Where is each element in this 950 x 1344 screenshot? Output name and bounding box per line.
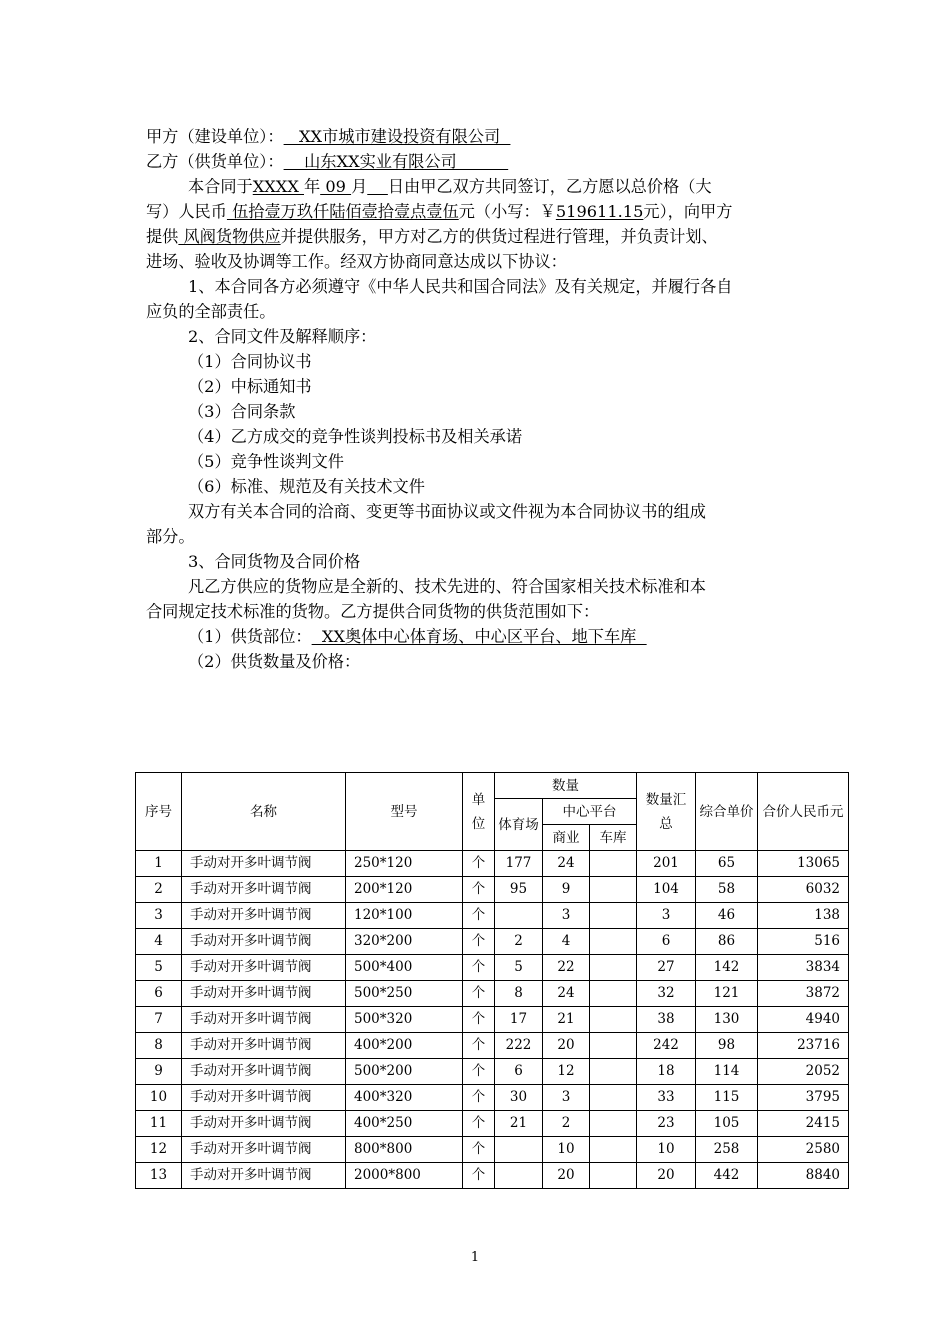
- cell-stadium: 17: [495, 1007, 543, 1033]
- intro-text: 月: [351, 177, 368, 196]
- cell-unit: 个: [463, 1137, 495, 1163]
- cell-amount: 3795: [758, 1085, 849, 1111]
- cell-model: 500*400: [346, 955, 463, 981]
- cell-price: 98: [696, 1033, 758, 1059]
- cell-model: 120*100: [346, 903, 463, 929]
- cell-price: 121: [696, 981, 758, 1007]
- table-row: [136, 877, 849, 903]
- table-row: [136, 1163, 849, 1189]
- header-text: 名称: [250, 803, 277, 820]
- cell-total: 38: [637, 1007, 696, 1033]
- cell-commercial: 4: [543, 929, 590, 955]
- cell-amount: 13065: [758, 851, 849, 877]
- cell-commercial: 24: [543, 981, 590, 1007]
- cell-total: 20: [637, 1163, 696, 1189]
- cell-unit: 个: [463, 1163, 495, 1189]
- header-quantity: [495, 773, 637, 799]
- page-number: 1: [470, 1250, 480, 1265]
- cell-seq: 12: [136, 1137, 182, 1163]
- cell-name: 手动对开多叶调节阀: [182, 1111, 346, 1137]
- cell-total: 201: [637, 851, 696, 877]
- cell-model: 500*200: [346, 1059, 463, 1085]
- cell-seq: 3: [136, 903, 182, 929]
- cell-name: 手动对开多叶调节阀: [182, 1085, 346, 1111]
- cell-stadium: 222: [495, 1033, 543, 1059]
- header-qty-total: [637, 773, 696, 851]
- table-row: [136, 851, 849, 877]
- header-center-platform: [543, 799, 637, 825]
- cell-name: 手动对开多叶调节阀: [182, 1033, 346, 1059]
- cell-total: 18: [637, 1059, 696, 1085]
- table-row: [136, 1085, 849, 1111]
- cell-amount: 4940: [758, 1007, 849, 1033]
- cell-price: 86: [696, 929, 758, 955]
- cell-unit: 个: [463, 1085, 495, 1111]
- cell-garage: [590, 1033, 637, 1059]
- table-row: [136, 1137, 849, 1163]
- header-name: [182, 773, 346, 851]
- cell-garage: [590, 851, 637, 877]
- intro-line-2: [146, 199, 810, 224]
- clause-2-note-line-1: 双方有关本合同的洽商、变更等书面协议或文件视为本合同协议书的组成: [188, 502, 706, 521]
- intro-text: 元），向甲方: [643, 202, 733, 221]
- cell-model: 800*800: [346, 1137, 463, 1163]
- cell-commercial: 24: [543, 851, 590, 877]
- intro-line-4: 进场、验收及协调等工作。经双方协商同意达成以下协议：: [146, 252, 567, 271]
- cell-total: 27: [637, 955, 696, 981]
- cell-price: 65: [696, 851, 758, 877]
- cell-amount: 516: [758, 929, 849, 955]
- cell-unit: 个: [463, 1033, 495, 1059]
- cell-name: 手动对开多叶调节阀: [182, 851, 346, 877]
- cell-garage: [590, 1163, 637, 1189]
- cell-model: 400*320: [346, 1085, 463, 1111]
- header-text: 体育场: [498, 816, 539, 833]
- supply-location: XX奥体中心体育场、中心区平台、地下车库: [311, 627, 647, 646]
- party-a-line: [146, 124, 810, 149]
- cell-amount: 8840: [758, 1163, 849, 1189]
- header-unit: [463, 773, 495, 851]
- cell-seq: 7: [136, 1007, 182, 1033]
- cell-amount: 3834: [758, 955, 849, 981]
- cell-total: 23: [637, 1111, 696, 1137]
- cell-stadium: 8: [495, 981, 543, 1007]
- header-row-1: [136, 773, 849, 799]
- table-row: [136, 903, 849, 929]
- header-garage: [590, 825, 637, 851]
- cell-price: 258: [696, 1137, 758, 1163]
- cell-commercial: 12: [543, 1059, 590, 1085]
- cell-price: 130: [696, 1007, 758, 1033]
- intro-text: 年: [304, 177, 321, 196]
- cell-stadium: [495, 903, 543, 929]
- intro-text: 日由甲乙双方共同签订，乙方愿以总价格（大: [387, 177, 712, 196]
- party-b-line: [146, 149, 810, 174]
- header-stadium: [495, 799, 543, 851]
- amount-number: 519611.15: [555, 202, 644, 221]
- cell-model: 320*200: [346, 929, 463, 955]
- table-row: [136, 981, 849, 1007]
- cell-seq: 10: [136, 1085, 182, 1111]
- clause-3-line-2: 合同规定技术标准的货物。乙方提供合同货物的供货范围如下：: [146, 602, 600, 621]
- table-row: [136, 955, 849, 981]
- cell-price: 105: [696, 1111, 758, 1137]
- cell-garage: [590, 903, 637, 929]
- intro-text: 本合同于: [188, 177, 253, 196]
- cell-commercial: 2: [543, 1111, 590, 1137]
- cell-name: 手动对开多叶调节阀: [182, 1163, 346, 1189]
- cell-commercial: 20: [543, 1163, 590, 1189]
- header-model: [346, 773, 463, 851]
- cell-commercial: 3: [543, 1085, 590, 1111]
- party-b-label: 乙方（供货单位）：: [146, 152, 284, 171]
- cell-price: 442: [696, 1163, 758, 1189]
- cell-garage: [590, 929, 637, 955]
- cell-total: 104: [637, 877, 696, 903]
- cell-total: 242: [637, 1033, 696, 1059]
- cell-amount: 2052: [758, 1059, 849, 1085]
- cell-amount: 2580: [758, 1137, 849, 1163]
- cell-total: 33: [637, 1085, 696, 1111]
- cell-unit: 个: [463, 903, 495, 929]
- contract-year: XXXX: [252, 177, 304, 196]
- cell-garage: [590, 1085, 637, 1111]
- cell-model: 500*250: [346, 981, 463, 1007]
- cell-price: 142: [696, 955, 758, 981]
- cell-amount: 23716: [758, 1033, 849, 1059]
- contract-month: 09: [320, 177, 352, 196]
- cell-total: 6: [637, 929, 696, 955]
- cell-model: 200*120: [346, 877, 463, 903]
- cell-name: 手动对开多叶调节阀: [182, 1059, 346, 1085]
- cell-name: 手动对开多叶调节阀: [182, 981, 346, 1007]
- table-row: [136, 1007, 849, 1033]
- header-text: 综合单价: [699, 803, 754, 820]
- header-seq: [136, 773, 182, 851]
- cell-name: 手动对开多叶调节阀: [182, 1137, 346, 1163]
- cell-stadium: 177: [495, 851, 543, 877]
- cell-stadium: 5: [495, 955, 543, 981]
- cell-stadium: 30: [495, 1085, 543, 1111]
- party-a-label: 甲方（建设单位）：: [146, 127, 284, 146]
- goods-table: [135, 772, 849, 1189]
- cell-garage: [590, 1007, 637, 1033]
- cell-seq: 2: [136, 877, 182, 903]
- intro-text: 并提供服务，甲方对乙方的供货过程进行管理，并负责计划、: [280, 227, 718, 246]
- clause-3-title: 3、合同货物及合同价格: [188, 552, 361, 571]
- cell-name: 手动对开多叶调节阀: [182, 955, 346, 981]
- cell-garage: [590, 1111, 637, 1137]
- clause-1-line-1: 1、本合同各方必须遵守《中华人民共和国合同法》及有关规定，并履行各自: [188, 277, 733, 296]
- cell-seq: 13: [136, 1163, 182, 1189]
- party-b-name: 山东XX实业有限公司: [283, 152, 509, 171]
- cell-price: 46: [696, 903, 758, 929]
- intro-text: 元（小写：￥: [458, 202, 556, 221]
- cell-seq: 8: [136, 1033, 182, 1059]
- cell-name: 手动对开多叶调节阀: [182, 877, 346, 903]
- party-a-name: XX市城市建设投资有限公司: [283, 127, 511, 146]
- clause-2-title: 2、合同文件及解释顺序：: [188, 327, 377, 346]
- header-text: 型号: [390, 803, 418, 820]
- header-text: 序号: [145, 803, 172, 820]
- cell-commercial: 3: [543, 903, 590, 929]
- cell-seq: 4: [136, 929, 182, 955]
- cell-stadium: 2: [495, 929, 543, 955]
- header-text: 数量: [552, 777, 579, 794]
- cell-price: 58: [696, 877, 758, 903]
- cell-amount: 6032: [758, 877, 849, 903]
- supply-location-line: [146, 624, 810, 649]
- cell-total: 3: [637, 903, 696, 929]
- cell-model: 250*120: [346, 851, 463, 877]
- cell-model: 400*250: [346, 1111, 463, 1137]
- cell-seq: 1: [136, 851, 182, 877]
- cell-stadium: 6: [495, 1059, 543, 1085]
- header-unit-price: [696, 773, 758, 851]
- amount-words: 伍拾壹万玖仟陆佰壹拾壹点壹伍: [226, 202, 459, 221]
- cell-garage: [590, 981, 637, 1007]
- header-commercial: [543, 825, 590, 851]
- supply-qty-label: （2）供货数量及价格：: [188, 652, 361, 671]
- cell-commercial: 22: [543, 955, 590, 981]
- cell-model: 2000*800: [346, 1163, 463, 1189]
- cell-total: 10: [637, 1137, 696, 1163]
- intro-text: 写）人民币: [146, 202, 227, 221]
- cell-stadium: 21: [495, 1111, 543, 1137]
- cell-seq: 6: [136, 981, 182, 1007]
- cell-unit: 个: [463, 877, 495, 903]
- header-total-price: [758, 773, 849, 851]
- cell-unit: 个: [463, 929, 495, 955]
- clause-2-note-line-2: 部分。: [146, 527, 195, 546]
- table-row: [136, 1059, 849, 1085]
- doc-item: （2）中标通知书: [188, 377, 312, 396]
- cell-unit: 个: [463, 1111, 495, 1137]
- intro-text: 提供: [146, 227, 179, 246]
- cell-commercial: 9: [543, 877, 590, 903]
- cell-model: 500*320: [346, 1007, 463, 1033]
- cell-commercial: 21: [543, 1007, 590, 1033]
- cell-unit: 个: [463, 981, 495, 1007]
- cell-amount: 2415: [758, 1111, 849, 1137]
- table-row: [136, 1111, 849, 1137]
- clause-1-line-2: 应负的全部责任。: [146, 302, 276, 321]
- intro-line-3: [146, 224, 810, 249]
- header-text: 合价人民币元: [762, 803, 844, 820]
- cell-garage: [590, 877, 637, 903]
- cell-seq: 5: [136, 955, 182, 981]
- doc-item: （4）乙方成交的竞争性谈判投标书及相关承诺: [188, 427, 523, 446]
- doc-item: （6）标准、规范及有关技术文件: [188, 477, 425, 496]
- cell-garage: [590, 1059, 637, 1085]
- doc-item: （1）合同协议书: [188, 352, 312, 371]
- cell-name: 手动对开多叶调节阀: [182, 929, 346, 955]
- contract-text: [146, 124, 810, 674]
- cell-name: 手动对开多叶调节阀: [182, 1007, 346, 1033]
- cell-commercial: 10: [543, 1137, 590, 1163]
- cell-unit: 个: [463, 851, 495, 877]
- doc-item: （5）竞争性谈判文件: [188, 452, 344, 471]
- cell-total: 32: [637, 981, 696, 1007]
- table-row: [136, 929, 849, 955]
- cell-unit: 个: [463, 955, 495, 981]
- cell-garage: [590, 955, 637, 981]
- doc-item: （3）合同条款: [188, 402, 296, 421]
- header-text: 数量汇总: [645, 791, 687, 832]
- cell-stadium: 95: [495, 877, 543, 903]
- contract-day: [367, 177, 388, 196]
- header-text: 中心平台: [562, 803, 617, 820]
- cell-model: 400*200: [346, 1033, 463, 1059]
- cell-unit: 个: [463, 1059, 495, 1085]
- header-text: 单位: [471, 791, 486, 832]
- intro-line-1: [146, 174, 810, 199]
- cell-seq: 9: [136, 1059, 182, 1085]
- cell-price: 115: [696, 1085, 758, 1111]
- cell-stadium: [495, 1163, 543, 1189]
- clause-3-line-1: 凡乙方供应的货物应是全新的、技术先进的、符合国家相关技术标准和本: [188, 577, 706, 596]
- cell-unit: 个: [463, 1007, 495, 1033]
- header-text: 商业: [552, 829, 580, 846]
- supply-location-label: （1）供货部位：: [188, 627, 312, 646]
- header-text: 车库: [599, 829, 627, 846]
- cell-price: 114: [696, 1059, 758, 1085]
- goods-type: 风阀货物供应: [178, 227, 281, 246]
- cell-amount: 3872: [758, 981, 849, 1007]
- cell-garage: [590, 1137, 637, 1163]
- cell-name: 手动对开多叶调节阀: [182, 903, 346, 929]
- cell-commercial: 20: [543, 1033, 590, 1059]
- table-row: [136, 1033, 849, 1059]
- cell-amount: 138: [758, 903, 849, 929]
- cell-stadium: [495, 1137, 543, 1163]
- cell-seq: 11: [136, 1111, 182, 1137]
